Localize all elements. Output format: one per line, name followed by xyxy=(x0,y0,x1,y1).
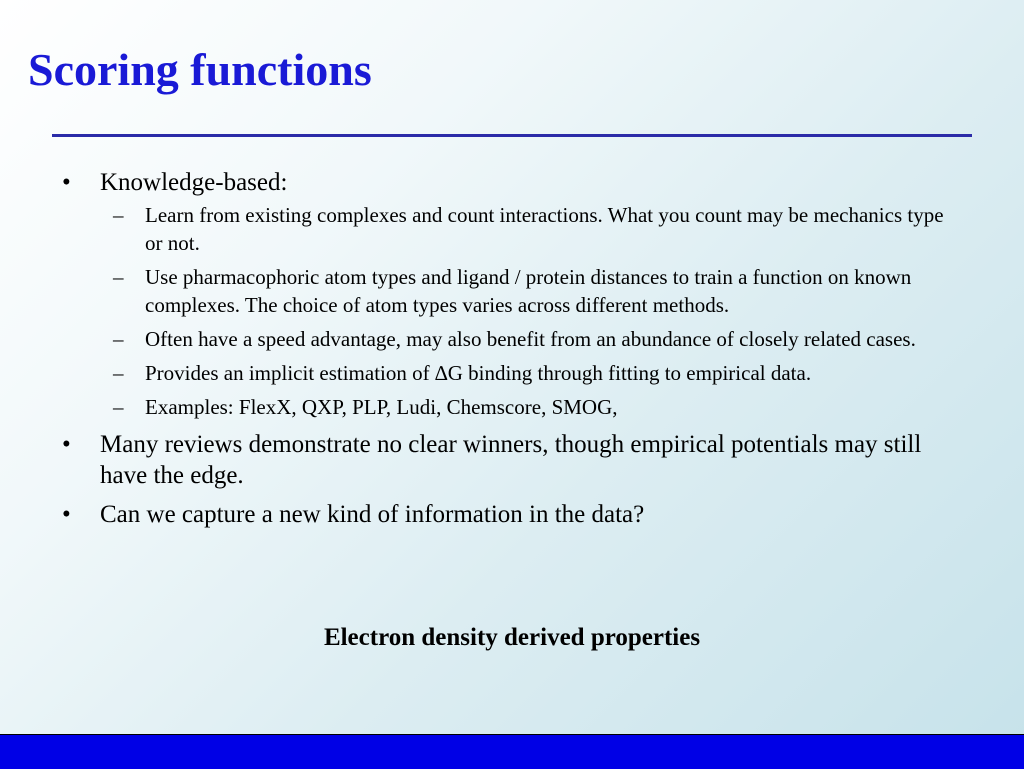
bullet-item xyxy=(62,167,972,421)
sub-bullet-text: Often have a speed advantage, may also benefit from an abundance of closely related cases. xyxy=(145,327,916,351)
bullet-text: Can we capture a new kind of information in the data? xyxy=(100,501,645,528)
dash-icon: – xyxy=(113,395,124,419)
sub-bullet-item xyxy=(100,201,965,257)
sub-bullet-list xyxy=(100,201,972,421)
conclusion-text: Electron density derived properties xyxy=(323,624,701,651)
bullet-item xyxy=(62,499,972,530)
sub-bullet-text: Examples: FlexX, QXP, PLP, Ludi, Chemscore, SMOG, xyxy=(145,395,618,419)
dash-icon: – xyxy=(113,203,124,227)
footer-bar xyxy=(0,734,1024,769)
bullet-text: Knowledge-based: xyxy=(100,169,288,196)
bullet-icon: • xyxy=(62,501,71,528)
bullet-text: Many reviews demonstrate no clear winners, though empirical potentials may still have the edge. xyxy=(100,431,922,489)
sub-bullet-item xyxy=(100,393,965,421)
sub-bullet-item xyxy=(100,325,965,353)
bullet-icon: • xyxy=(62,169,71,196)
sub-bullet-item xyxy=(100,359,965,387)
sub-bullet-text: Provides an implicit estimation of ∆G binding through fitting to empirical data. xyxy=(145,361,812,385)
dash-icon: – xyxy=(113,265,124,289)
sub-bullet-text: Use pharmacophoric atom types and ligand / protein distances to train a function on known complexes. The choice of atom types varies across different methods. xyxy=(145,265,912,317)
bullet-item xyxy=(62,429,972,491)
title-divider xyxy=(52,134,972,137)
dash-icon: – xyxy=(113,361,124,385)
slide-body xyxy=(62,167,972,538)
sub-bullet-text: Learn from existing complexes and count interactions. What you count may be mechanics type or not. xyxy=(145,203,944,255)
slide-title: Scoring functions xyxy=(28,44,372,95)
dash-icon: – xyxy=(113,327,124,351)
sub-bullet-item xyxy=(100,263,965,319)
bullet-icon: • xyxy=(62,431,71,458)
